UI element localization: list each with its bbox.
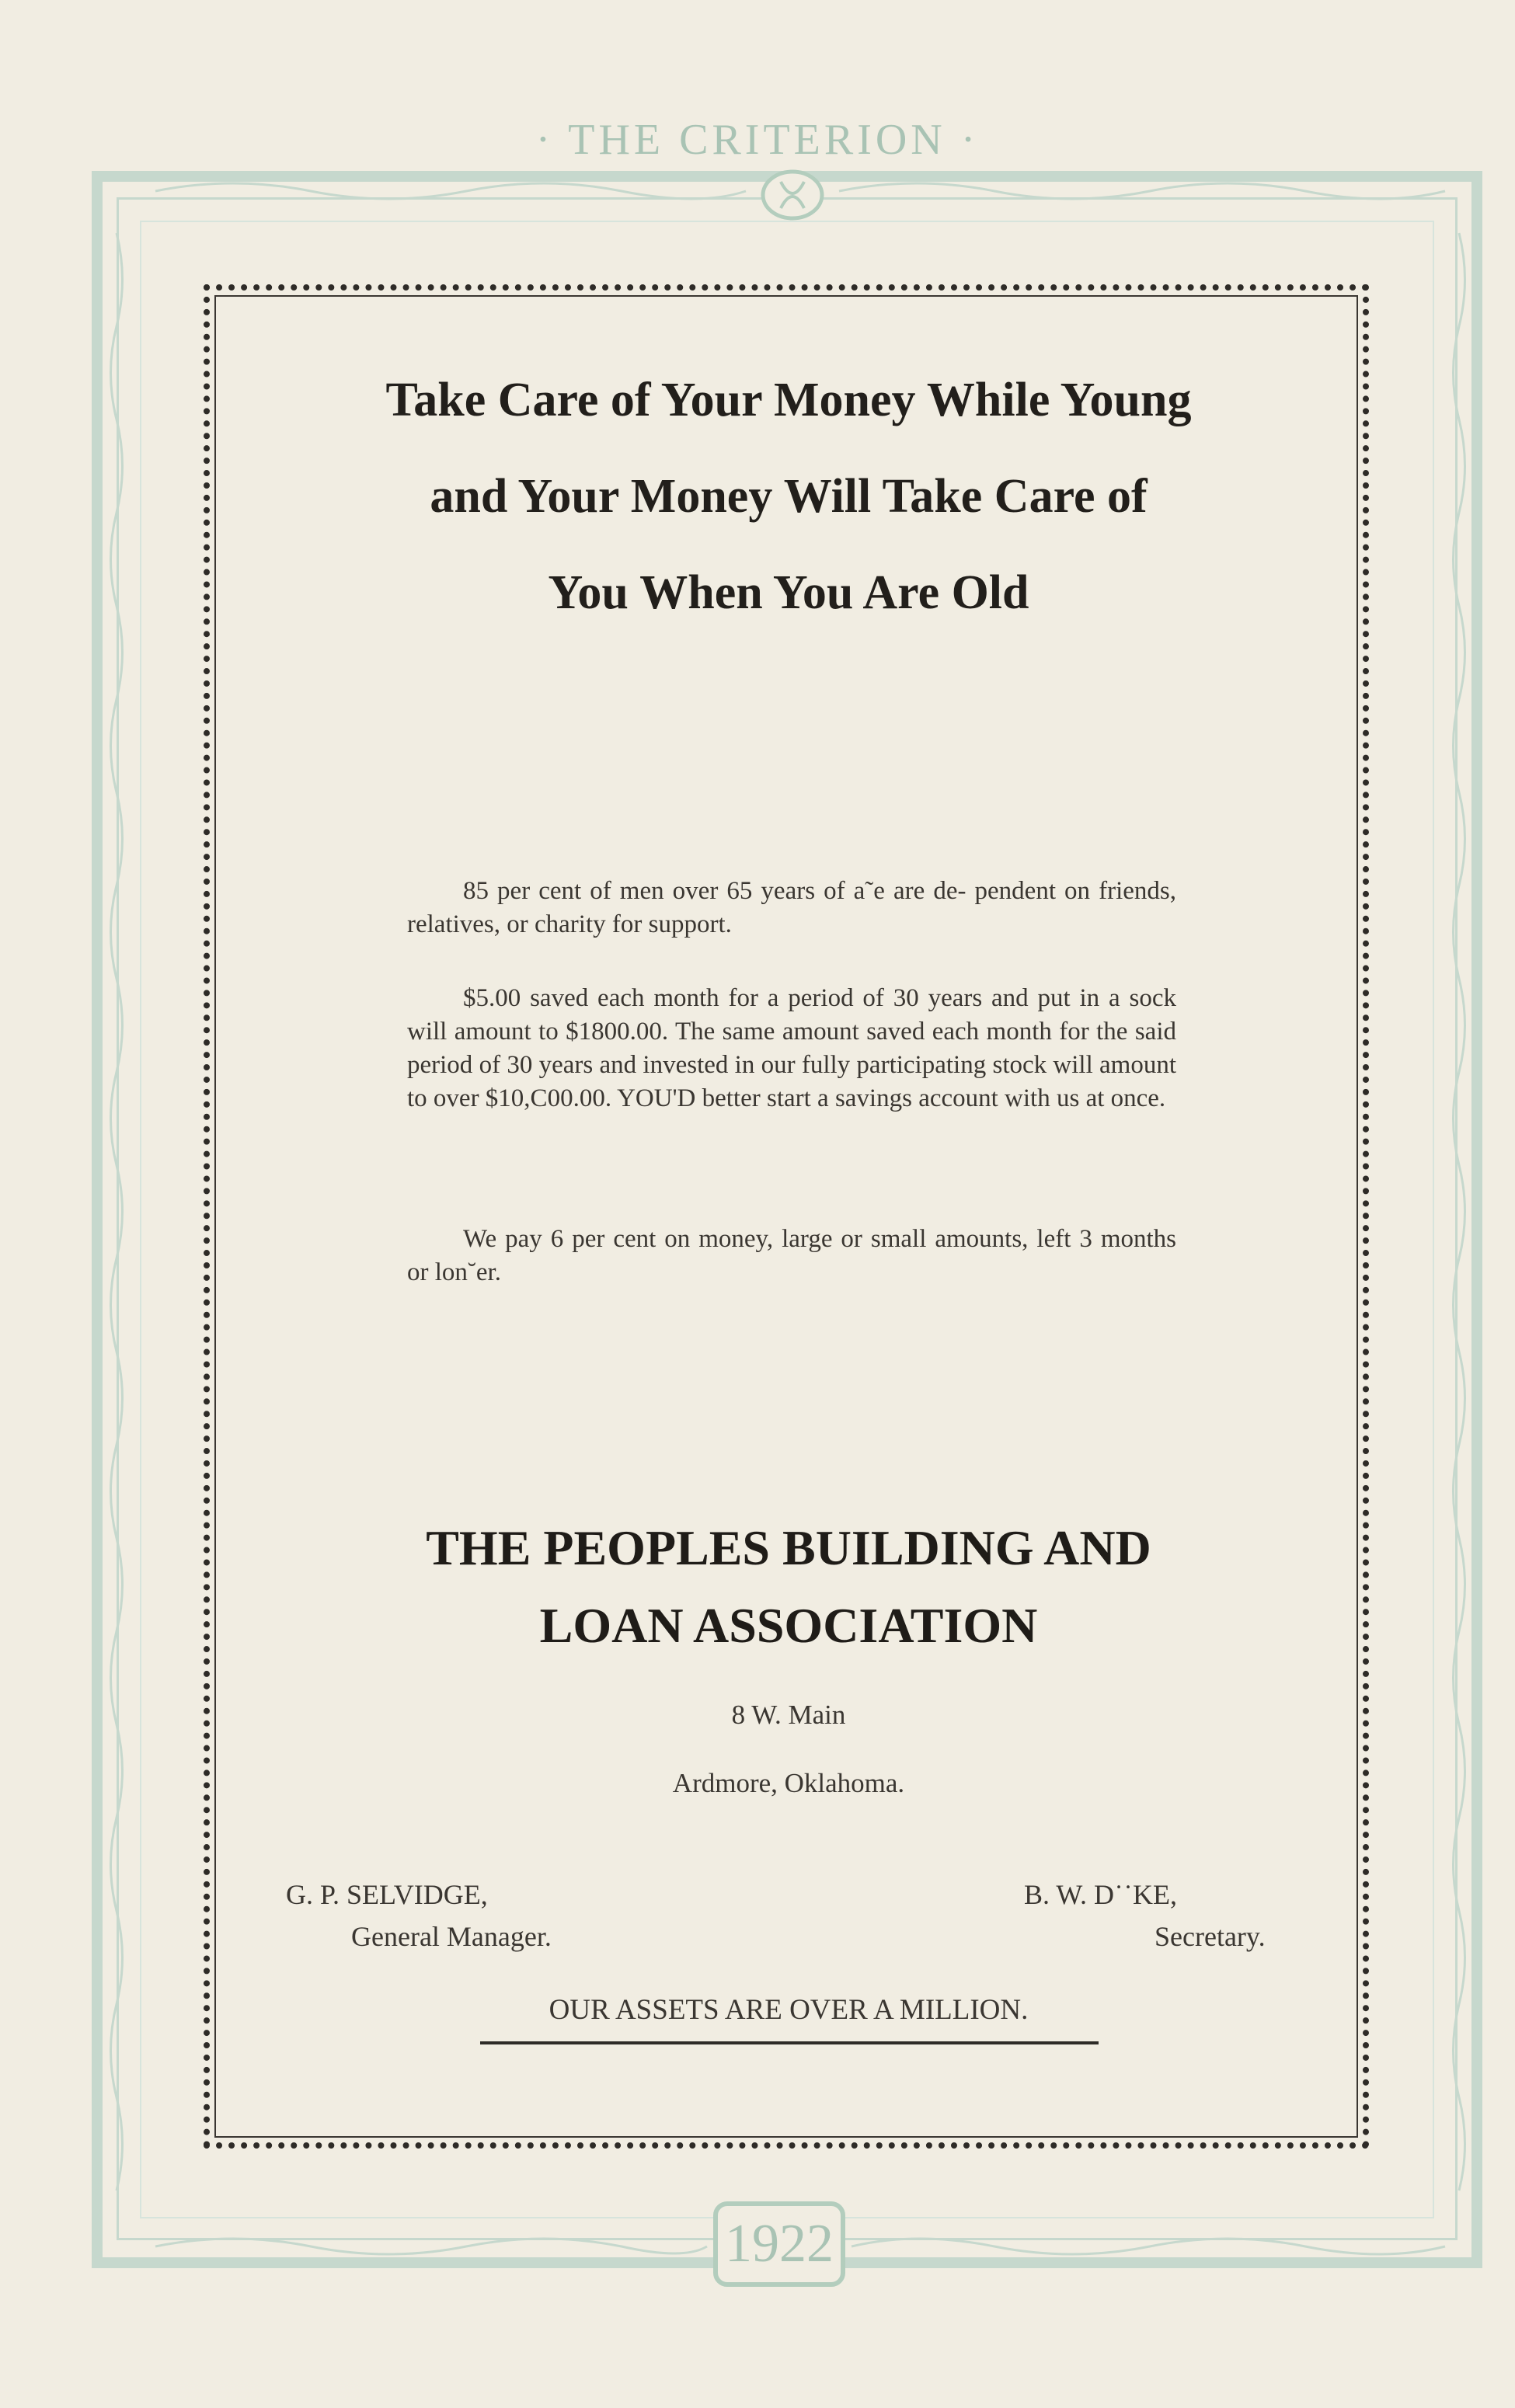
year-badge: 1922	[713, 2201, 845, 2287]
headline-line-3: You When You Are Old	[548, 566, 1029, 619]
secretary-name: B. W. D˙˙KE,	[1024, 1879, 1177, 1910]
assets-statement: OUR ASSETS ARE OVER A MILLION.	[549, 1994, 1029, 2026]
address-city: Ardmore, Oklahoma.	[672, 1768, 905, 1798]
vine-pattern-left	[111, 233, 123, 2191]
association-name-line-2: LOAN ASSOCIATION	[539, 1598, 1038, 1653]
vine-pattern-right	[1454, 233, 1465, 2191]
headline-line-1: Take Care of Your Money While Young	[385, 374, 1192, 426]
running-head: · THE CRITERION ·	[535, 116, 980, 164]
manager-name: G. P. SELVIDGE,	[286, 1879, 488, 1910]
address-street: 8 W. Main	[731, 1700, 846, 1730]
paragraph-statistics: 85 per cent of men over 65 years of a˜e are de- pendent on friends, relatives, or charity for support.	[407, 877, 1176, 938]
assets-underline	[480, 2041, 1099, 2044]
headline-line-2: and Your Money Will Take Care of	[430, 470, 1148, 523]
manager-title: General Manager.	[351, 1921, 552, 1952]
paragraph-savings: $5.00 saved each month for a period of 30 years and put in a sock will amount to $1800.00. The same amount saved each month for the said period of 30 years and invested in our fully participating stock will amount to over $10,C00.00. YOU'D better start a savings account with us at once.	[407, 984, 1176, 1112]
secretary-title: Secretary.	[1155, 1921, 1266, 1952]
association-name-line-1: THE PEOPLES BUILDING AND	[426, 1520, 1151, 1575]
paragraph-interest: We pay 6 per cent on money, large or small amounts, left 3 months or lon˘er.	[407, 1225, 1176, 1286]
crest-ornament-icon	[758, 166, 827, 224]
